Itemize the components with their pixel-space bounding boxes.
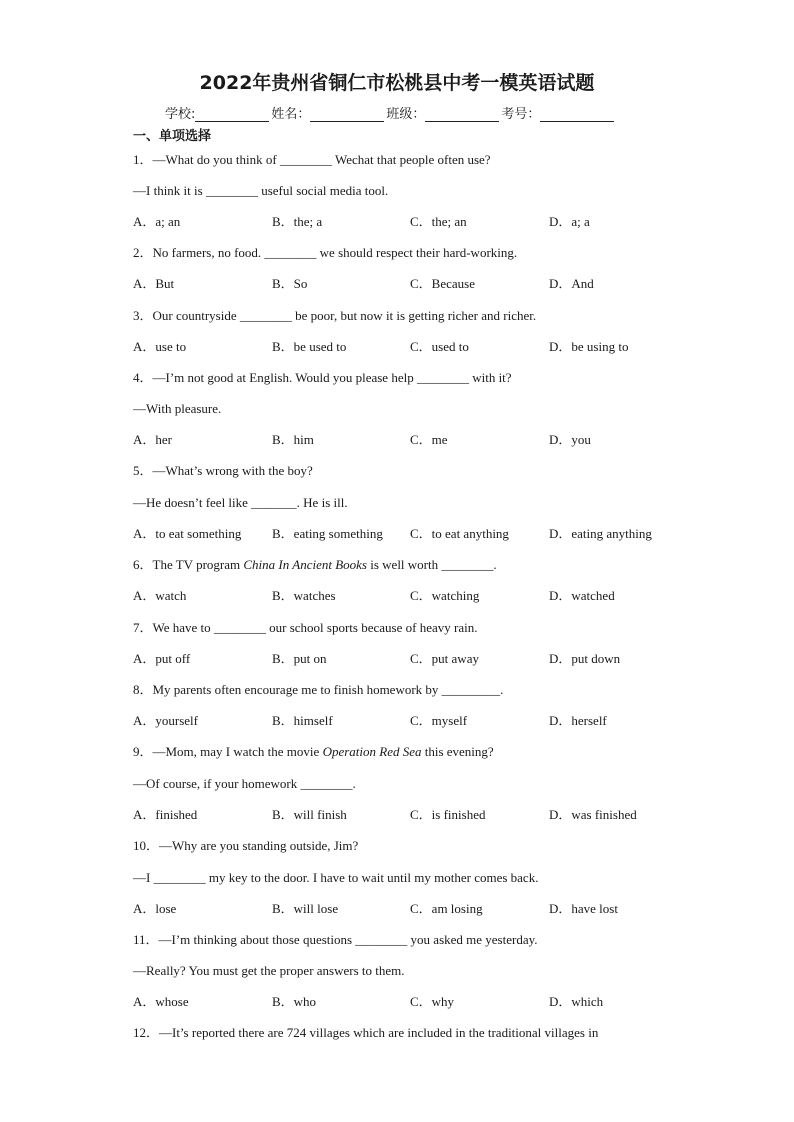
- question-9-line2: —Of course, if your homework ________.: [133, 776, 356, 791]
- option-d[interactable]: D．be using to: [549, 339, 629, 354]
- option-c[interactable]: C．put away: [410, 651, 479, 666]
- option-a[interactable]: A．yourself: [133, 713, 198, 728]
- class-label: 班级：: [386, 107, 426, 122]
- question-1-line2: —I think it is ________ useful social media tool.: [133, 183, 389, 198]
- question-8-stem: 8．My parents often encourage me to finish homework by _________.: [133, 682, 504, 697]
- option-c[interactable]: C．to eat anything: [410, 526, 509, 541]
- option-a[interactable]: A．put off: [133, 651, 191, 666]
- option-c[interactable]: C．me: [410, 432, 448, 447]
- option-d[interactable]: D．which: [549, 994, 604, 1009]
- option-d[interactable]: D．was finished: [549, 807, 637, 822]
- option-d[interactable]: D．a; a: [549, 214, 590, 229]
- question-1-stem: 1．—What do you think of ________ Wechat that people often use?: [133, 152, 491, 167]
- name-label: 姓名：: [271, 107, 311, 122]
- question-10-stem: 10．—Why are you standing outside, Jim?: [133, 838, 359, 853]
- question-9-pre: 9．—Mom, may I watch the movie: [133, 744, 323, 759]
- question-2-stem: 2．No farmers, no food. ________ we should respect their hard-working.: [133, 245, 518, 260]
- option-b[interactable]: B．himself: [272, 713, 333, 728]
- exam-no-label: 考号：: [501, 107, 541, 122]
- movie-title: Operation Red Sea: [322, 744, 422, 759]
- school-label: 学校:: [165, 107, 196, 122]
- option-a[interactable]: A．But: [133, 276, 175, 291]
- question-5-stem: 5．—What’s wrong with the boy?: [133, 463, 313, 478]
- option-a[interactable]: A．to eat something: [133, 526, 242, 541]
- option-c[interactable]: C．am losing: [410, 901, 483, 916]
- question-4-line2: —With pleasure.: [133, 401, 222, 416]
- option-d[interactable]: D．And: [549, 276, 594, 291]
- question-11-line2: —Really? You must get the proper answers to them.: [133, 963, 405, 978]
- name-blank[interactable]: [310, 107, 384, 122]
- option-d[interactable]: D．put down: [549, 651, 621, 666]
- question-10-line2: —I ________ my key to the door. I have to wait until my mother comes back.: [133, 870, 539, 885]
- question-9-post: this evening?: [421, 744, 494, 759]
- option-a[interactable]: A．finished: [133, 807, 198, 822]
- option-c[interactable]: C．why: [410, 994, 455, 1009]
- page-title: 2022年贵州省铜仁市松桃县中考一模英语试题: [199, 72, 595, 94]
- option-b[interactable]: B．eating something: [272, 526, 383, 541]
- option-a[interactable]: A．watch: [133, 588, 187, 603]
- question-3-stem: 3．Our countryside ________ be poor, but now it is getting richer and richer.: [133, 308, 537, 323]
- option-a[interactable]: A．her: [133, 432, 172, 447]
- option-a[interactable]: A．a; an: [133, 214, 181, 229]
- option-c[interactable]: C．Because: [410, 276, 475, 291]
- question-5-line2: —He doesn’t feel like _______. He is ill.: [133, 495, 348, 510]
- option-b[interactable]: B．put on: [272, 651, 327, 666]
- school-blank[interactable]: [195, 107, 269, 122]
- option-b[interactable]: B．watches: [272, 588, 336, 603]
- option-b[interactable]: B．the; a: [272, 214, 323, 229]
- option-d[interactable]: D．herself: [549, 713, 607, 728]
- exam-no-blank[interactable]: [540, 107, 614, 122]
- option-d[interactable]: D．have lost: [549, 901, 618, 916]
- option-b[interactable]: B．be used to: [272, 339, 347, 354]
- question-9-stem: [133, 744, 494, 760]
- option-d[interactable]: D．you: [549, 432, 591, 447]
- student-info-row: [165, 103, 616, 122]
- option-c[interactable]: C．the; an: [410, 214, 467, 229]
- program-title: China In Ancient Books: [243, 557, 367, 572]
- class-blank[interactable]: [425, 107, 499, 122]
- question-11-stem: 11．—I’m thinking about those questions ________ you asked me yesterday.: [133, 932, 538, 947]
- option-c[interactable]: C．used to: [410, 339, 469, 354]
- option-b[interactable]: B．will lose: [272, 901, 339, 916]
- option-b[interactable]: B．who: [272, 994, 317, 1009]
- option-a[interactable]: A．lose: [133, 901, 177, 916]
- question-7-stem: 7．We have to ________ our school sports because of heavy rain.: [133, 620, 478, 635]
- option-a[interactable]: A．use to: [133, 339, 187, 354]
- question-4-stem: 4．—I’m not good at English. Would you please help ________ with it?: [133, 370, 512, 385]
- option-b[interactable]: B．him: [272, 432, 314, 447]
- option-d[interactable]: D．eating anything: [549, 526, 652, 541]
- option-c[interactable]: C．is finished: [410, 807, 486, 822]
- question-6-post: is well worth ________.: [366, 557, 497, 572]
- question-6-stem: [133, 557, 497, 573]
- question-12-stem: 12．—It’s reported there are 724 villages which are included in the traditional villages in: [133, 1025, 599, 1040]
- section-title: 一、单项选择: [133, 129, 212, 144]
- option-d[interactable]: D．watched: [549, 588, 615, 603]
- question-6-pre: 6．The TV program: [133, 557, 244, 572]
- option-c[interactable]: C．myself: [410, 713, 468, 728]
- option-a[interactable]: A．whose: [133, 994, 189, 1009]
- option-b[interactable]: B．So: [272, 276, 308, 291]
- option-b[interactable]: B．will finish: [272, 807, 347, 822]
- option-c[interactable]: C．watching: [410, 588, 480, 603]
